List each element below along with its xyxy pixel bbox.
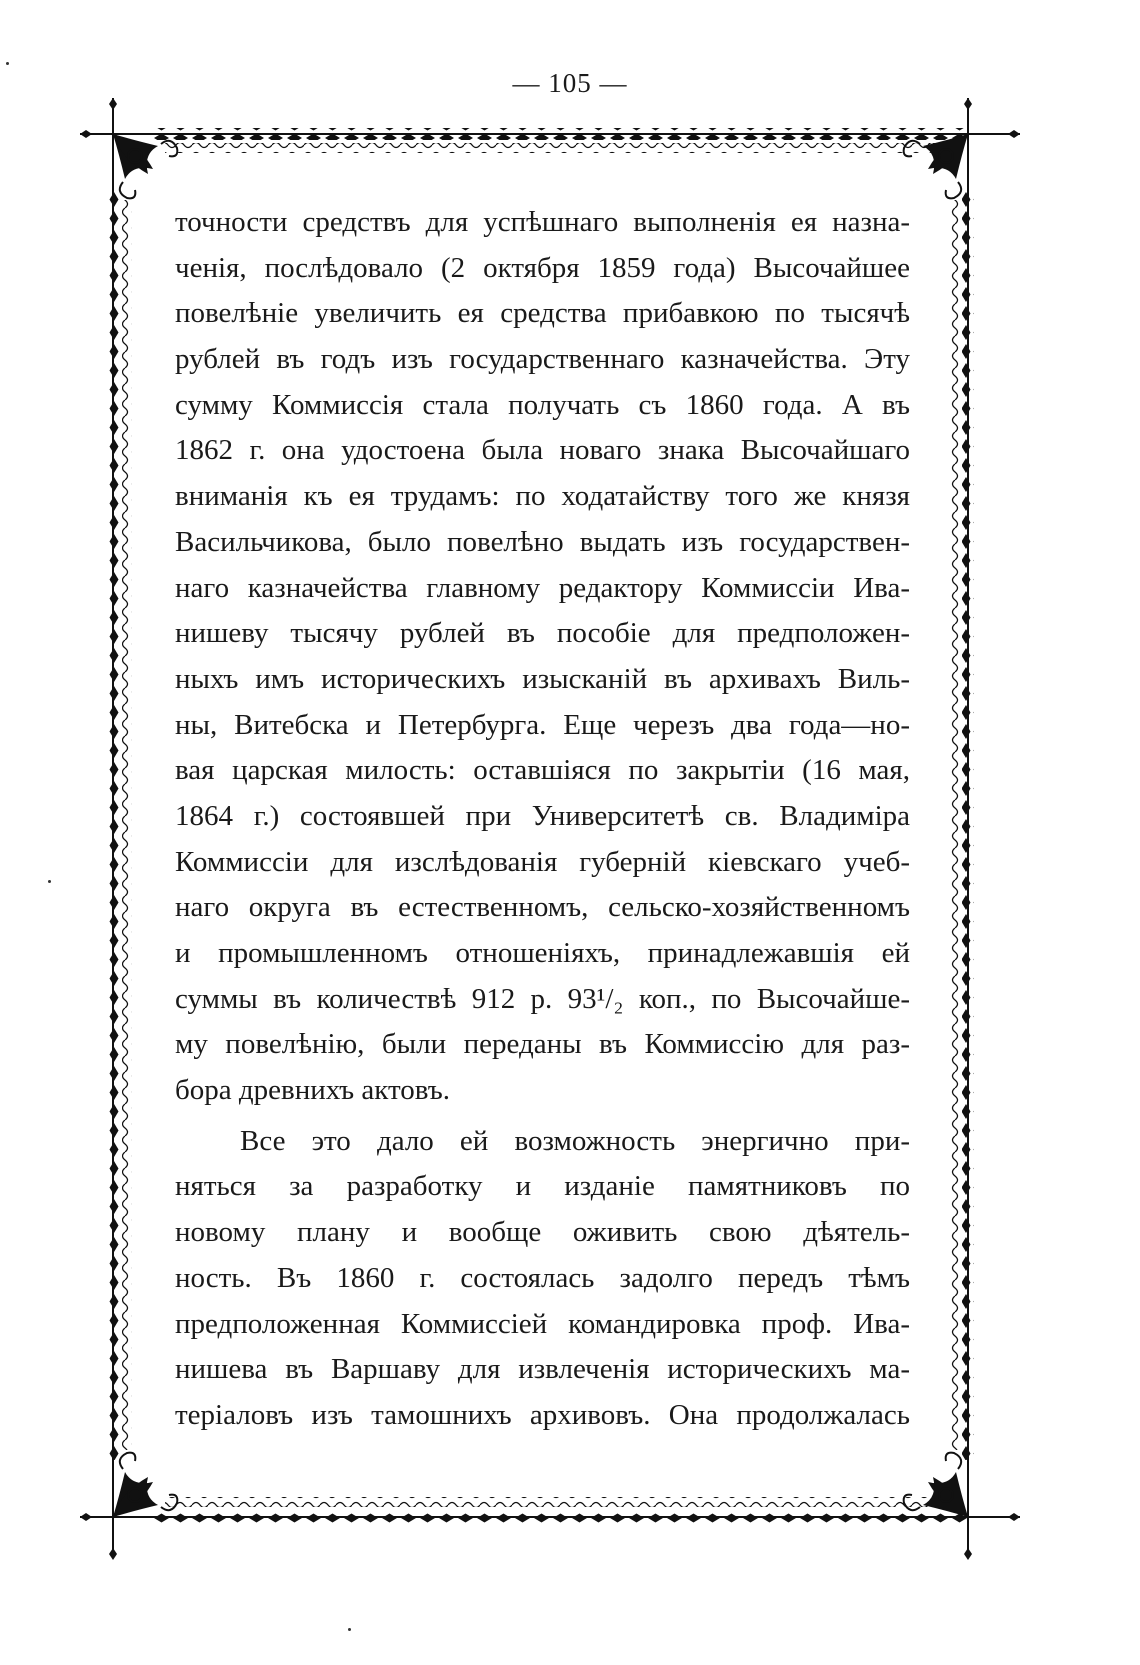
body-text: [175, 200, 910, 1439]
frame-left-rule: [107, 98, 132, 1558]
text-line: и промышленномъ отношеніяхъ, принадлежавшія ей: [175, 937, 910, 969]
text-line: точности средствъ для успѣшнаго выполненія ея назна-: [175, 206, 910, 238]
text-line: суммы въ количествѣ 912 р. 93¹/₂ коп., по Высочайше-: [175, 982, 910, 1015]
print-speck: [6, 62, 9, 65]
text-line: 1862 г. она удостоена была новаго знака Высочайшаго: [175, 434, 910, 467]
print-speck: [348, 1628, 351, 1631]
text-line: нишева въ Варшаву для извлеченія историческихъ ма-: [175, 1353, 910, 1386]
text-line: ченія, послѣдовало (2 октября 1859 года) Высочайшее: [175, 251, 910, 284]
text-line: повелѣніе увеличить ея средства прибавкою по тысячѣ: [175, 297, 910, 330]
text-line: вниманія къ ея трудамъ: по ходатайству того же князя: [175, 480, 910, 513]
text-line: 1864 г.) состоявшей при Университетѣ св. Владиміра: [175, 799, 910, 832]
frame-bottom-rule: [80, 1497, 1020, 1523]
text-line: рублей въ годъ изъ государственнаго казначейства. Эту: [175, 343, 910, 376]
frame-top-rule: [80, 128, 1020, 153]
text-line: вая царская милость: оставшіяся по закрытіи (16 мая,: [175, 754, 910, 787]
text-line: наго казначейства главному редактору Коммиссіи Ива-: [175, 571, 910, 604]
text-line: Коммиссіи для изслѣдованія губерній кіевскаго учеб-: [175, 845, 910, 878]
paragraph-1: [175, 200, 910, 1114]
text-line: ны, Витебска и Петербурга. Еще черезъ два года—но-: [175, 708, 910, 741]
corner-ornament-bottom-left: [113, 1453, 177, 1517]
text-line: нишеву тысячу рублей въ пособіе для предположен-: [175, 617, 910, 650]
print-speck: [48, 880, 51, 883]
corner-ornament-bottom-right: [904, 1453, 968, 1517]
text-line: новому плану и вообще оживить свою дѣятель-: [175, 1216, 910, 1249]
frame-right-rule: [949, 98, 974, 1558]
text-line: бора древнихъ актовъ.: [175, 1074, 450, 1107]
text-line: Все это дало ей возможность энергично при-: [240, 1124, 910, 1157]
text-line: няться за разработку и изданіе памятниковъ по: [175, 1170, 910, 1203]
text-line: предположенная Коммиссіей командировка проф. Ива-: [175, 1307, 910, 1340]
page-number: — 105 —: [512, 68, 628, 98]
text-line: наго округа въ естественномъ, сельско-хозяйственномъ: [175, 891, 910, 924]
text-line: ность. Въ 1860 г. состоялась задолго передъ тѣмъ: [175, 1261, 910, 1294]
paragraph-2: [175, 1119, 910, 1439]
text-line: сумму Коммиссія стала получать съ 1860 года. А въ: [175, 388, 910, 421]
text-line: Васильчикова, было повелѣно выдать изъ государствен-: [175, 525, 910, 558]
text-line: му повелѣнію, были переданы въ Коммиссію для раз-: [175, 1028, 910, 1061]
text-line: теріаловъ изъ тамошнихъ архивовъ. Она продолжалась: [175, 1398, 910, 1431]
text-line: ныхъ имъ историческихъ изысканій въ архивахъ Виль-: [175, 662, 910, 695]
